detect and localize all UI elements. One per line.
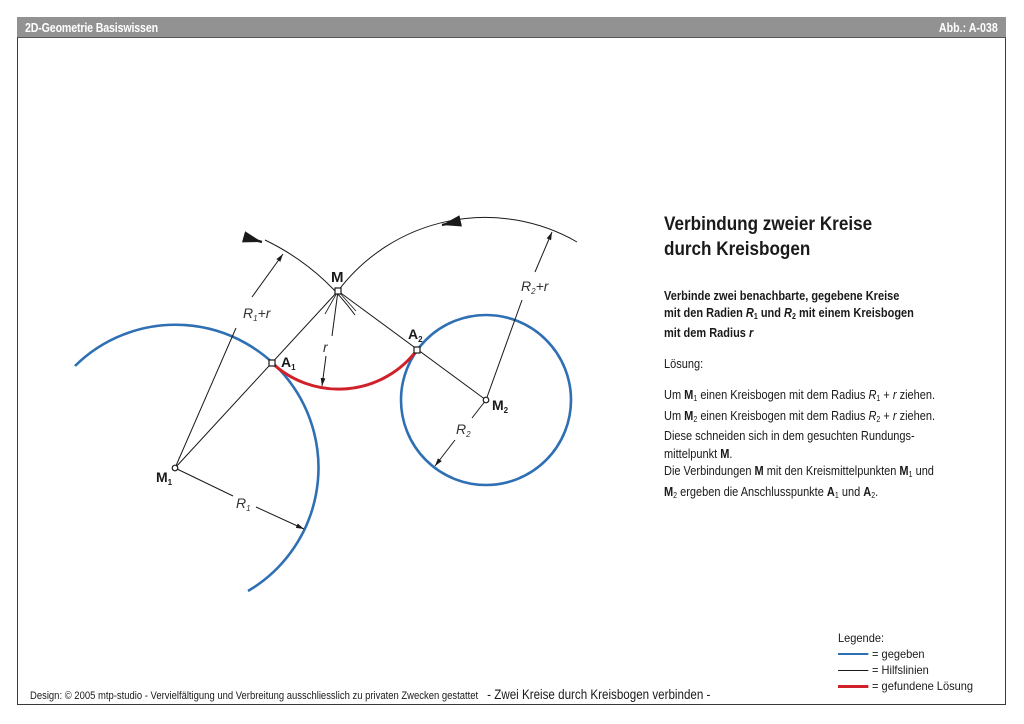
solution-line-3: Diese schneiden sich in dem gesuchten Rundungs-: [664, 429, 915, 443]
direction-arrow-arc-1: [244, 237, 262, 242]
footer-caption: - Zwei Kreise durch Kreisbogen verbinden -: [487, 687, 711, 702]
solution-line-5: Die Verbindungen M mit den Kreismittelpunkten $M_1$ und: [664, 464, 934, 479]
solution-steps: [664, 387, 935, 504]
footer-copyright: Design: © 2005 mtp-studio - Vervielfältigung und Verbreitung ausschliesslich zu privaten Zwecken gestattet: [30, 690, 479, 702]
legend-item-helper: = Hilfslinien: [838, 662, 973, 678]
solution-line-1: Um $M_1$ einen Kreisbogen mit dem Radius $R_1 + r$ ziehen.: [664, 388, 936, 403]
label-a2: $A_2$: [408, 326, 423, 344]
label-a1: $A_1$: [281, 354, 296, 372]
dimension-r-lower: [322, 356, 326, 386]
task-line-3: mit dem Radius r: [664, 326, 754, 340]
legend-swatch-solution: [838, 685, 868, 688]
point-a2: [414, 347, 420, 353]
label-r2-plus-r: $R_2+r$: [521, 278, 549, 296]
solution-heading: Lösung:: [664, 357, 704, 371]
header-title: 2D-Geometrie Basiswissen: [25, 20, 158, 35]
legend-swatch-given: [838, 653, 868, 655]
dimension-r-upper: [332, 291, 338, 336]
task-line-1: Verbinde zwei benachbarte, gegebene Kreise: [664, 289, 900, 303]
legend: [838, 630, 973, 694]
dimension-r1-b: [256, 507, 304, 529]
legend-item-given: = gegeben: [838, 646, 973, 662]
solution-line-2: Um $M_2$ einen Kreisbogen mit dem Radius $R_2 + r$ ziehen.: [664, 408, 936, 424]
point-a1: [269, 360, 275, 366]
label-m: M: [331, 269, 344, 286]
dimension-r2-b: [435, 440, 455, 466]
main-title-line-1: Verbindung zweier Kreise: [664, 214, 873, 235]
task-line-2: mit den Radien $R_1$ und $R_2$ mit einem Kreisbogen: [664, 306, 914, 321]
legend-swatch-helper: [838, 670, 868, 671]
solution-line-4: mittelpunkt M.: [664, 446, 733, 461]
legend-item-solution: = gefundene Lösung: [838, 678, 973, 694]
label-r2: $R_2$: [456, 421, 471, 439]
point-m2: [483, 397, 489, 403]
label-r1-plus-r: $R_1+r$: [243, 305, 271, 323]
helper-line-m-m2: [338, 291, 486, 400]
figure-id: Abb.: A-038: [939, 20, 998, 35]
solution-line-6: $M_2$ ergeben die Anschlusspunkte $A_1$ und $A_2$.: [664, 484, 879, 500]
label-r: r: [323, 339, 328, 355]
dimension-r2-a: [472, 400, 486, 418]
point-m1: [172, 465, 178, 471]
point-m: [335, 288, 341, 294]
label-m2: $M_2$: [492, 397, 509, 415]
dimension-r1-plus-r-lower: [175, 328, 236, 468]
legend-title: Legende:: [838, 631, 885, 645]
dimension-r1-plus-r-upper: [252, 254, 283, 297]
label-m1: $M_1$: [156, 469, 173, 487]
footer: [30, 686, 710, 704]
dimension-r1-a: [175, 468, 233, 496]
main-title-line-2: durch Kreisbogen: [664, 239, 811, 260]
dimension-r2-plus-r-upper: [535, 232, 552, 272]
title-block: [664, 212, 984, 262]
task-description: [664, 288, 914, 342]
label-r1: $R_1$: [236, 495, 251, 513]
